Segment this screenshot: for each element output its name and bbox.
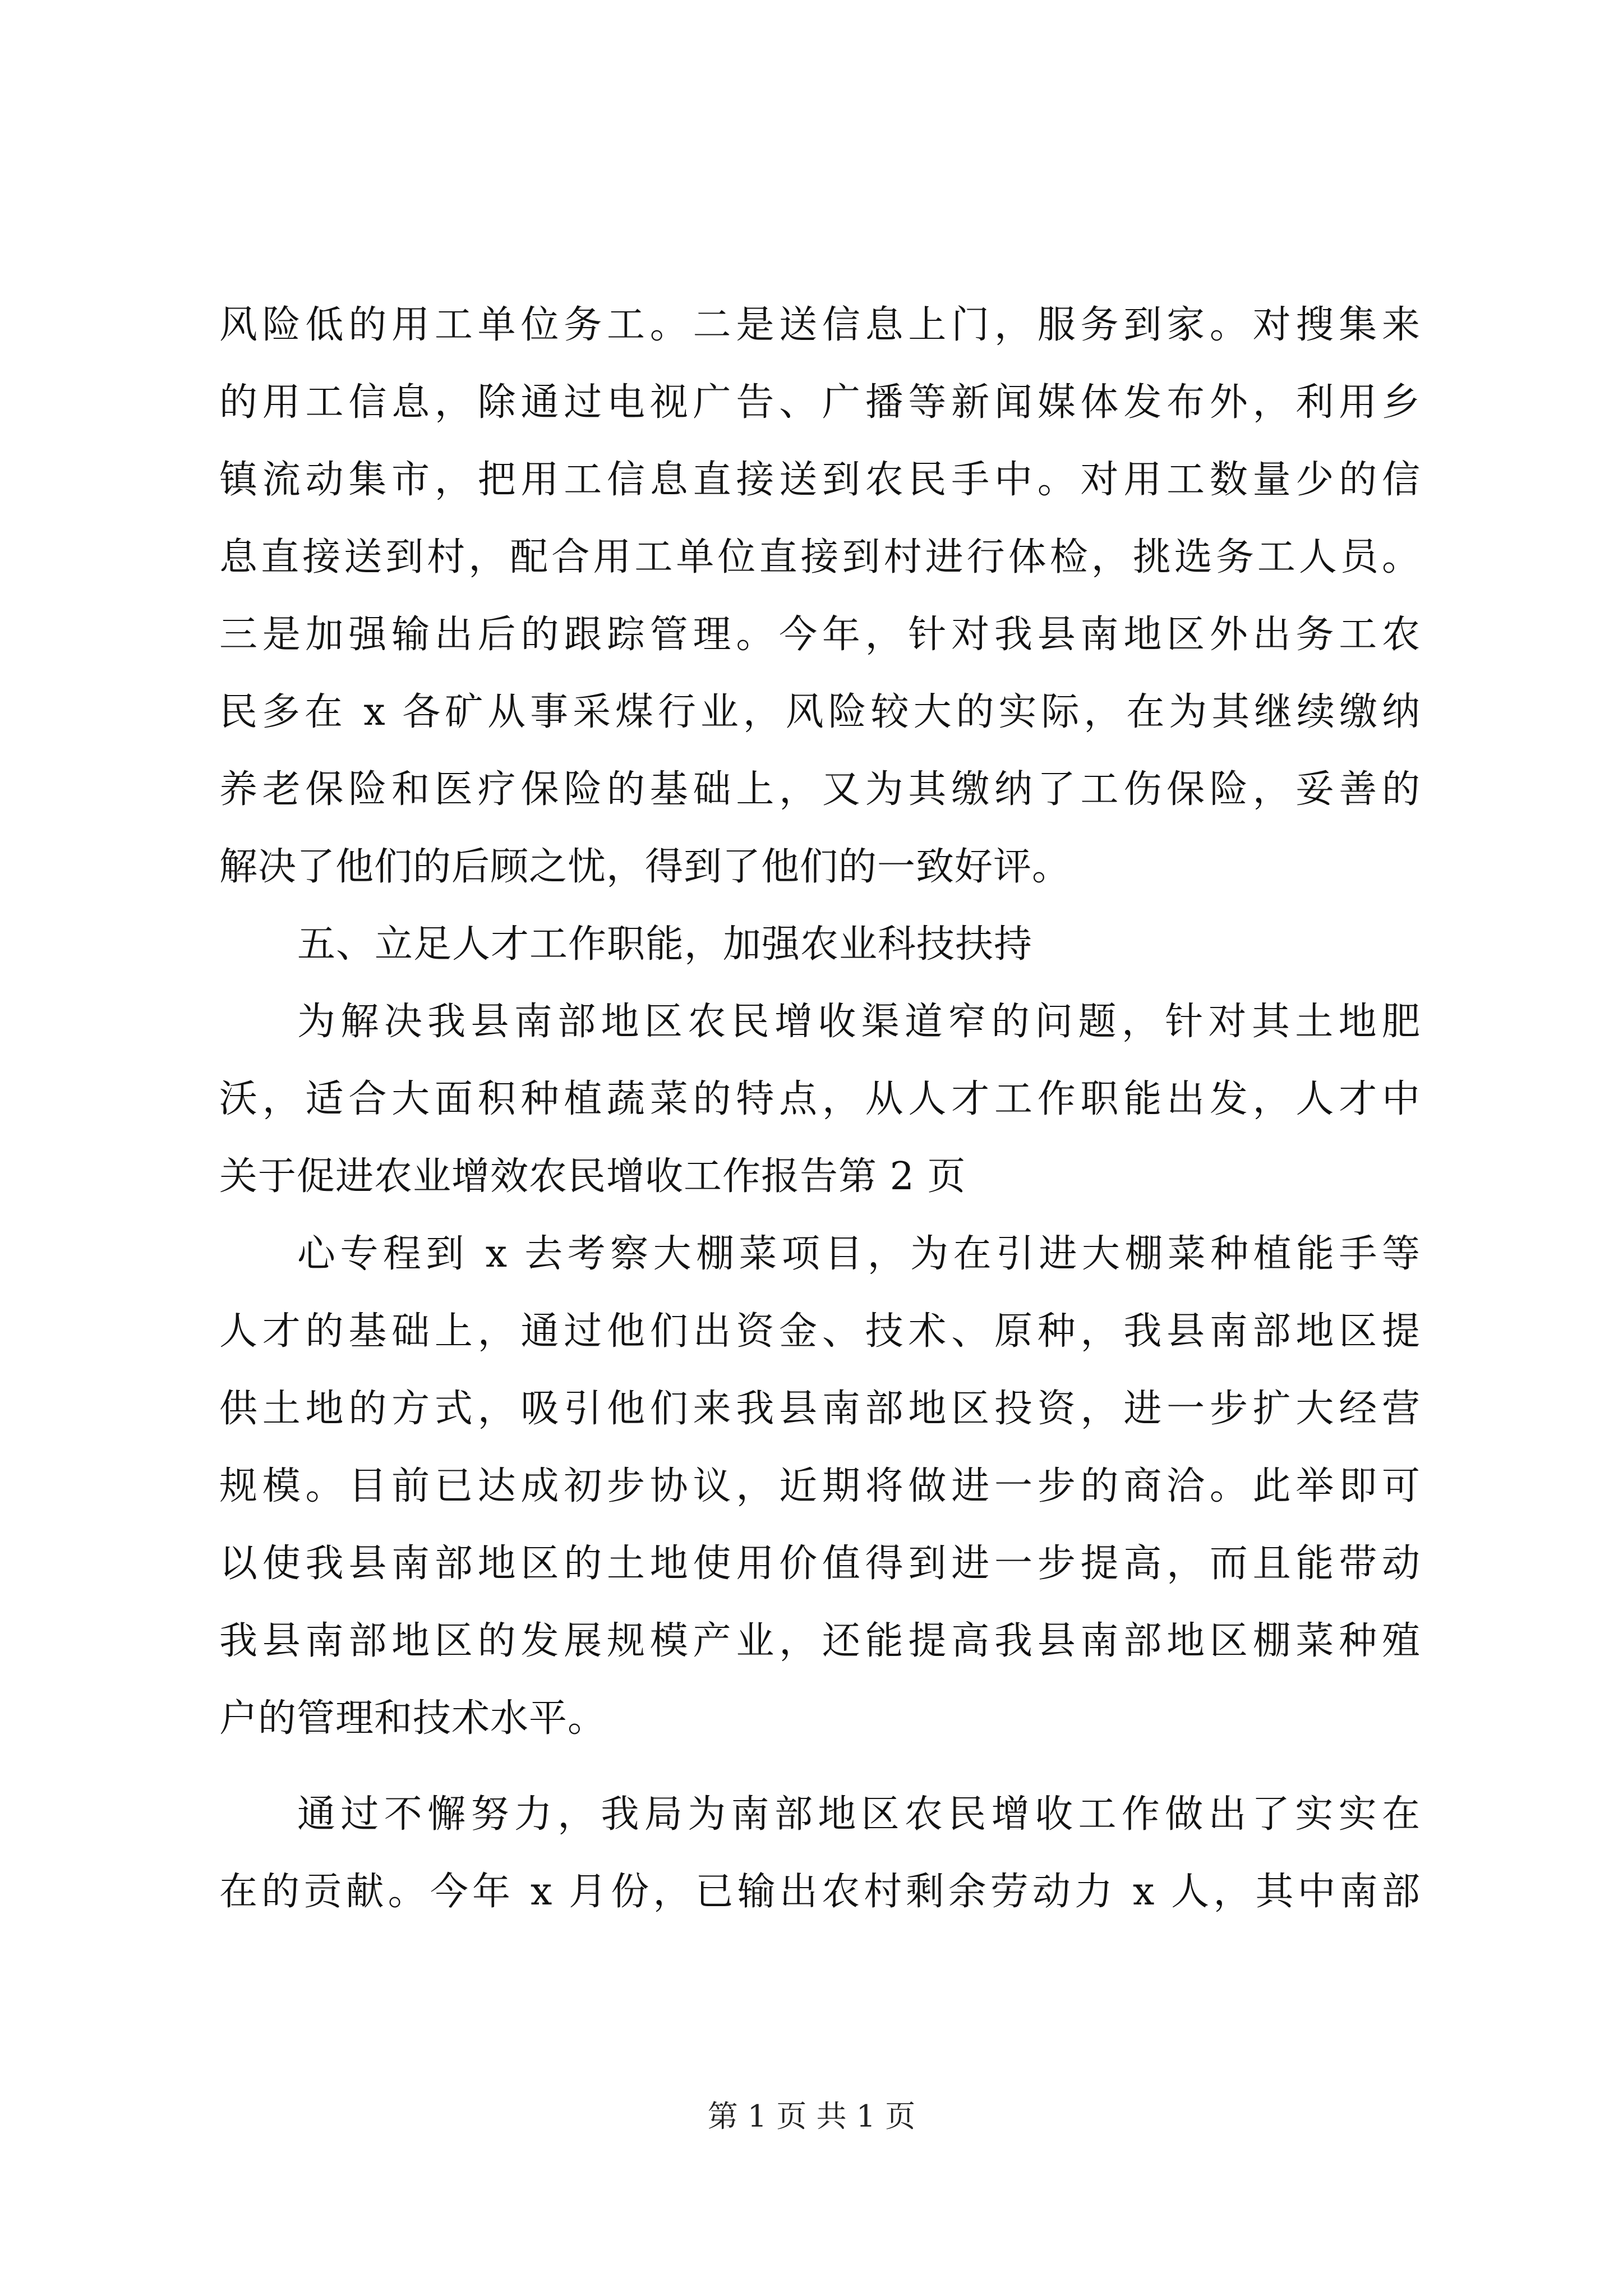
text-line: 通过不懈努力，我局为南部地区农民增收工作做出了实实在 [297, 1792, 1421, 1837]
text-line: 人才的基础上，通过他们出资金、技术、原种，我县南部地区提 [219, 1309, 1421, 1354]
page-footer: 第 1 页 共 1 页 [707, 2099, 916, 2134]
text-line: 规模。目前已达成初步协议，近期将做进一步的商洽。此举即可 [219, 1464, 1421, 1508]
text-line: 在的贡献。今年 x 月份，已输出农村剩余劳动力 x 人，其中南部 [219, 1870, 1421, 1914]
text-line: 养老保险和医疗保险的基础上，又为其缴纳了工伤保险，妥善的 [219, 767, 1421, 812]
text-line: 三是加强输出后的跟踪管理。今年，针对我县南地区外出务工农 [219, 613, 1421, 657]
text-line: 心专程到 x 去考察大棚菜项目，为在引进大棚菜种植能手等 [297, 1232, 1421, 1276]
page-break-title: 关于促进农业增效农民增收工作报告第 2 页 [219, 1154, 966, 1199]
text-line: 户的管理和技术水平。 [219, 1696, 607, 1741]
text-line: 我县南部地区的发展规模产业，还能提高我县南部地区棚菜种殖 [219, 1619, 1421, 1663]
text-line: 民多在 x 各矿从事采煤行业，风险较大的实际，在为其继续缴纳 [219, 690, 1421, 734]
text-line: 供土地的方式，吸引他们来我县南部地区投资，进一步扩大经营 [219, 1387, 1421, 1431]
text-line: 息直接送到村，配合用工单位直接到村进行体检，挑选务工人员。 [219, 535, 1421, 579]
text-line: 解决了他们的后顾之忧，得到了他们的一致好评。 [219, 845, 1071, 889]
text-line: 以使我县南部地区的土地使用价值得到进一步提高，而且能带动 [219, 1542, 1421, 1586]
text-line: 镇流动集市，把用工信息直接送到农民手中。对用工数量少的信 [219, 458, 1421, 502]
section-heading: 五、立足人才工作职能，加强农业科技扶持 [297, 922, 1033, 967]
text-line: 的用工信息，除通过电视广告、广播等新闻媒体发布外，利用乡 [219, 380, 1421, 425]
text-line: 风险低的用工单位务工。二是送信息上门，服务到家。对搜集来 [219, 303, 1421, 347]
text-line: 为解决我县南部地区农民增收渠道窄的问题，针对其土地肥 [297, 1000, 1421, 1044]
text-line: 沃，适合大面积种植蔬菜的特点，从人才工作职能出发，人才中 [219, 1077, 1421, 1121]
